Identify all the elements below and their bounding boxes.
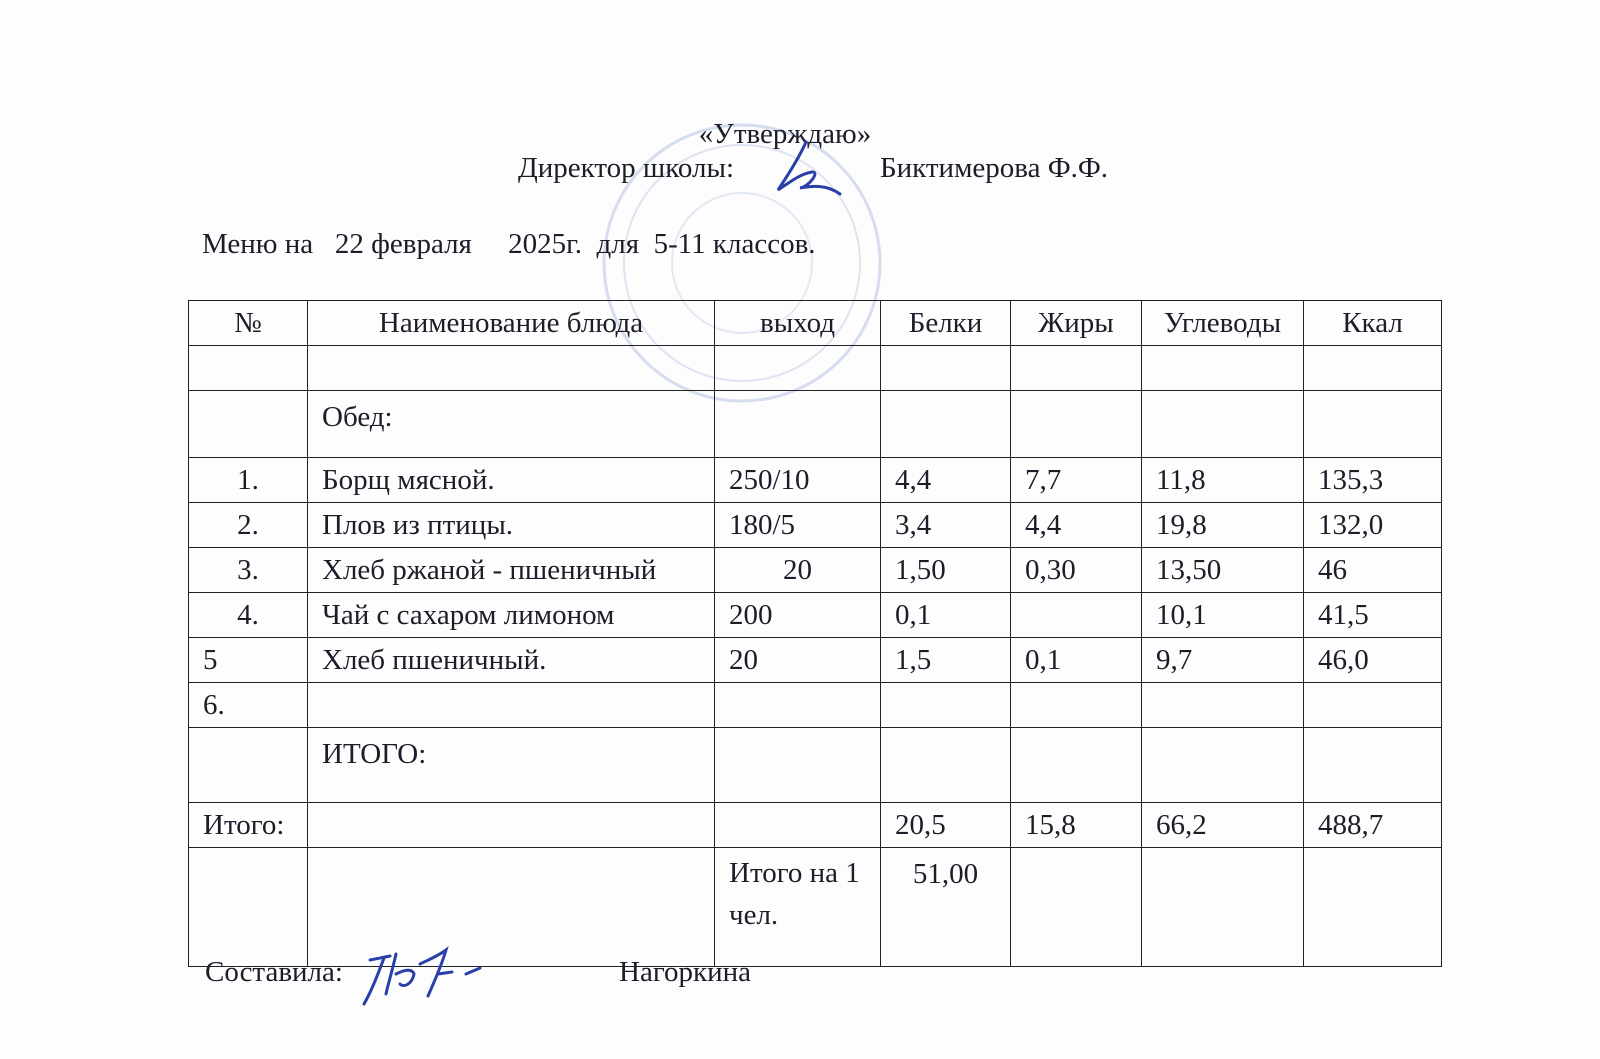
director-signature [770, 138, 850, 200]
menu-table [188, 300, 1442, 967]
per-person-label: Итого на 1 чел. [715, 848, 881, 967]
row-fat: 7,7 [1011, 458, 1142, 503]
section-row [189, 391, 1442, 458]
header-protein: Белки [881, 301, 1011, 346]
row-carbs: 13,50 [1142, 548, 1304, 593]
totals-fat: 15,8 [1011, 803, 1142, 848]
row-carbs: 11,8 [1142, 458, 1304, 503]
header-number: № [189, 301, 308, 346]
header-carbs: Углеводы [1142, 301, 1304, 346]
row-dish-name: Хлеб ржаной - пшеничный [308, 548, 715, 593]
row-output: 20 [715, 548, 881, 593]
section-label: Обед: [308, 391, 715, 458]
row-dish-name [308, 683, 715, 728]
table-row [189, 638, 1442, 683]
totals-kcal: 488,7 [1304, 803, 1442, 848]
row-dish-name: Плов из птицы. [308, 503, 715, 548]
row-number: 2. [189, 503, 308, 548]
row-kcal [1304, 683, 1442, 728]
row-kcal: 135,3 [1304, 458, 1442, 503]
composed-label: Составила: [205, 956, 343, 988]
row-dish-name: Чай с сахаром лимоном [308, 593, 715, 638]
table-row [189, 548, 1442, 593]
row-protein: 1,5 [881, 638, 1011, 683]
header-output: выход [715, 301, 881, 346]
row-number: 6. [189, 683, 308, 728]
row-protein: 4,4 [881, 458, 1011, 503]
row-dish-name: Борщ мясной. [308, 458, 715, 503]
director-label: Директор школы: [518, 152, 734, 184]
row-number: 3. [189, 548, 308, 593]
row-protein: 1,50 [881, 548, 1011, 593]
composed-name: Нагоркина [619, 956, 751, 988]
row-kcal: 41,5 [1304, 593, 1442, 638]
row-carbs: 10,1 [1142, 593, 1304, 638]
director-name: Биктимерова Ф.Ф. [880, 152, 1109, 184]
header-fat: Жиры [1011, 301, 1142, 346]
row-number: 5 [189, 638, 308, 683]
row-kcal: 132,0 [1304, 503, 1442, 548]
row-dish-name: Хлеб пшеничный. [308, 638, 715, 683]
row-number: 4. [189, 593, 308, 638]
row-output: 180/5 [715, 503, 881, 548]
table-header-row [189, 301, 1442, 346]
row-carbs: 19,8 [1142, 503, 1304, 548]
row-output: 20 [715, 638, 881, 683]
table-row [189, 683, 1442, 728]
row-fat: 0,1 [1011, 638, 1142, 683]
row-protein [881, 683, 1011, 728]
row-carbs: 9,7 [1142, 638, 1304, 683]
row-kcal: 46,0 [1304, 638, 1442, 683]
row-number: 1. [189, 458, 308, 503]
row-fat: 4,4 [1011, 503, 1142, 548]
header-kcal: Ккал [1304, 301, 1442, 346]
footer-line [205, 956, 751, 989]
row-output: 200 [715, 593, 881, 638]
table-row [189, 458, 1442, 503]
totals-carbs: 66,2 [1142, 803, 1304, 848]
row-protein: 3,4 [881, 503, 1011, 548]
row-fat: 0,30 [1011, 548, 1142, 593]
approval-title: «Утверждаю» [698, 118, 872, 150]
row-carbs [1142, 683, 1304, 728]
row-fat [1011, 593, 1142, 638]
table-row [189, 503, 1442, 548]
table-row [189, 346, 1442, 391]
itogo-caps-label: ИТОГО: [308, 728, 715, 803]
header-dish-name: Наименование блюда [308, 301, 715, 346]
row-fat [1011, 683, 1142, 728]
per-person-value: 51,00 [881, 848, 1011, 967]
itogo-caps-row [189, 728, 1442, 803]
row-kcal: 46 [1304, 548, 1442, 593]
row-output [715, 683, 881, 728]
row-output: 250/10 [715, 458, 881, 503]
composer-signature [356, 944, 486, 1012]
totals-row [189, 803, 1442, 848]
row-protein: 0,1 [881, 593, 1011, 638]
menu-title: Меню на 22 февраля 2025г. для 5-11 классов. [202, 228, 816, 260]
table-row [189, 593, 1442, 638]
totals-protein: 20,5 [881, 803, 1011, 848]
totals-label: Итого: [189, 803, 308, 848]
director-line [518, 152, 1109, 185]
